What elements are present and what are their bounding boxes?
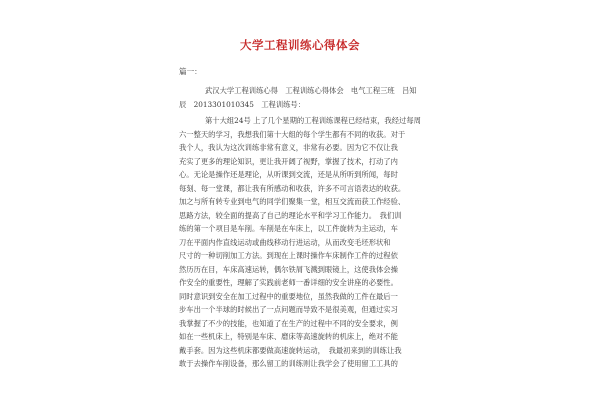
- paragraph-line: 然历历在目，车床高速运转，偶尔铁屑飞溅到眼镜上，这使我体会操: [179, 264, 398, 274]
- paragraph-line: 加之与所有转专业到电气的同学们聚集一堂，相互交流而获工作经验、: [179, 197, 406, 206]
- paragraph-line: 思路方法，较全面的提高了自己的理论水平和学习工作能力。 我们训: [179, 210, 402, 220]
- paragraph-line: 第十大组24号 上了几个星期的工程训练课程已经结束，我经过每周: [205, 116, 421, 125]
- paragraph-line: 练的第一个项目是车削。车削是在车床上，以工件旋转为主运动，车: [179, 224, 398, 233]
- paragraph-line: 六一整天的学习，我想我们第十大组的每个学生都有不同的收获。对于: [179, 129, 406, 139]
- header-line: 武汉大学工程训练心得 工程训练心得体会 电气工程三班 吕知: [205, 86, 417, 95]
- document-body: [179, 84, 423, 371]
- paragraph-line: 刀在平面内作直线运动或曲线移动行进运动，从而改变毛坯形状和: [179, 237, 391, 247]
- paragraph-line: 充实了更多的理论知识，更让我开阔了视野，掌握了技术，打动了内: [179, 156, 398, 166]
- paragraph-line: 心。无论是操作还是理论，从听课到交流，还是从所听到所闻，每时: [179, 170, 398, 179]
- document-title: 大学工程训练心得体会: [240, 38, 360, 52]
- header-line: 辰 2013301010345 工程训练号：: [179, 99, 306, 109]
- paragraph-line: 作安全的重要性，理解了实践前老师一番详细的安全讲座的必要性。: [179, 278, 398, 287]
- paragraph-line: 步车出一个半球的时候出了一点问题而导致不是很美观，但通过实习: [179, 305, 398, 314]
- paragraph-line: 尺寸的一种切削加工方法。到现在上课时操作车床制作工件的过程依: [179, 251, 398, 260]
- paragraph-line: 同时意识到安全在加工过程中的重要地位，虽然我做的工件在最后一: [179, 291, 398, 301]
- paragraph-line: 戴手套。因为这些机床都要做高速旋转运动， 我最初来到的训练让我: [179, 345, 402, 355]
- paragraph-line: 如在一些机床上，特别是车床、磨床等高速旋转的机床上，绝对不能: [179, 332, 398, 341]
- paragraph-line: 每刻、每一堂课，都让我有所感动和收获，许多不可言语表达的收获。: [179, 183, 406, 193]
- paragraph-line: 我个人，我认为这次训练非常有意义，非常有必要。因为它不仅让我: [179, 143, 398, 152]
- paragraph-line: 我掌握了不少的技能，也知道了在生产的过程中不同的安全要求，例: [179, 318, 398, 328]
- paragraph-line: 敢于去操作车削设备，那么留工的训练则让我学会了使用留工工具的: [179, 359, 398, 368]
- section-label: 篇一：: [179, 67, 202, 76]
